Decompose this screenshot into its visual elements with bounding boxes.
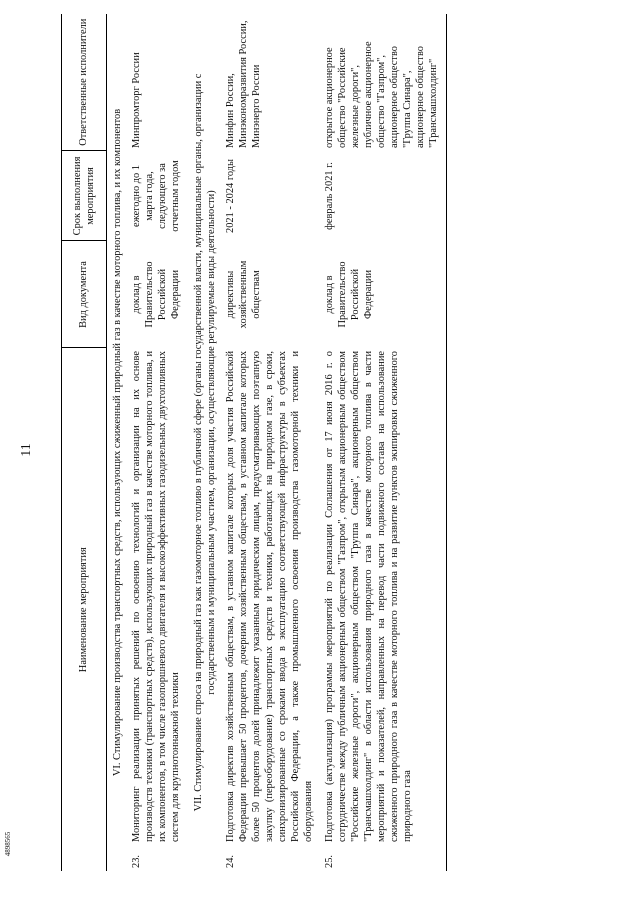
table-row	[128, 14, 187, 871]
measure-name: Подготовка директив хозяйственным обществам, в уставном капитале которых доля участия Российской Федерации превышает 50 процентов, дочерним хозяйственным обществам, в уставном капитале которых более 50 процентов долей принадлежит указанным юридическим лицам, предусматривающих поэтапную закупку (переоборудование) транспортных средств и техники, работающих на природном газе, в сроки, синхронизированные со сроками ввода в эксплуатацию соответствующей инфраструктуры в субъектах Российской Федерации, а также промышленного освоения производства газомоторной техники и оборудования	[224, 350, 315, 842]
row-number: 25.	[321, 845, 446, 871]
document-type: доклад в Правительство Российской Федерации	[131, 261, 182, 328]
header-name: Наименование мероприятия	[62, 348, 107, 871]
document-type: директивы хозяйственным обществам	[224, 260, 262, 329]
deadline: ежегодно до 1 марта года, следующего за отчетным годом	[131, 160, 182, 232]
responsible: Минпромторг России	[131, 52, 143, 148]
table-row	[222, 14, 321, 871]
measure-name: Мониторинг реализации принятых решений по освоению технологий и организации на их основе производств техники (транспортных средств), использующих природный газ в качестве моторного топлива, и их компонентов, в том числе газопоршневого двигателя и высокоэффективных газодизельных двухтопливных систем для крупнотоннажной техники	[131, 350, 182, 842]
responsible: Минфин России, Минэкономразвития России, Минэнерго России	[224, 20, 262, 148]
measure-name: Подготовка (актуализация) программы мероприятий по реализации Соглашения от 17 июня 2016 г. о сотрудничестве между публичным акционерным обществом "Газпром", открытым акционерным обществом "Российские железные дороги", акционерным обществом "Группа Синара", акционерным обществом "Трансмашхолдинг" в области использования природного газа в качестве моторного топлива в части мероприятий и показателей, направленных на перевод части подвижного состава на использование сжиженного природного газа в качестве моторного топлива и на развитие пунктов экипировки сжиженного природного газа	[321, 348, 446, 845]
deadline: 2021 - 2024 годы	[224, 159, 236, 233]
measures-table	[61, 14, 447, 871]
header-term: Срок выполнения мероприятия	[62, 151, 107, 241]
header-responsible: Ответственные исполнители	[62, 14, 107, 151]
page-number: 11	[19, 443, 34, 457]
section-heading-row	[188, 14, 222, 871]
deadline: февраль 2021 г.	[321, 151, 446, 241]
rotated-table-container	[61, 14, 622, 871]
table-row	[321, 14, 446, 871]
row-number: 24.	[224, 855, 236, 868]
header-doc-type: Вид документа	[62, 241, 107, 348]
responsible: открытое акционерное общество "Российские железные дороги", публичное акционерное общество "Газпром", акционерное общество "Группа Синара", акционерное общество "Трансмашхолдинг"	[321, 14, 446, 151]
document-code: 4898565	[4, 831, 12, 857]
section-6-heading: VI. Стимулирование производства транспортных средств, использующих сжиженный природный газ в качестве моторного топлива, и их компонентов	[112, 108, 123, 777]
row-number: 23.	[131, 855, 143, 868]
table-header-row	[62, 14, 107, 871]
section-7-heading: VII. Стимулирование спроса на природный газ как газомоторное топливо в публичной сфере (органы государственной власти, муниципальные органы, организации с государственным и муниципальным участием, организации, осуществляющие регулируемые виды деятельности)	[192, 73, 217, 812]
section-heading-row	[107, 14, 129, 871]
document-type: доклад в Правительство Российской Федерации	[321, 241, 446, 348]
